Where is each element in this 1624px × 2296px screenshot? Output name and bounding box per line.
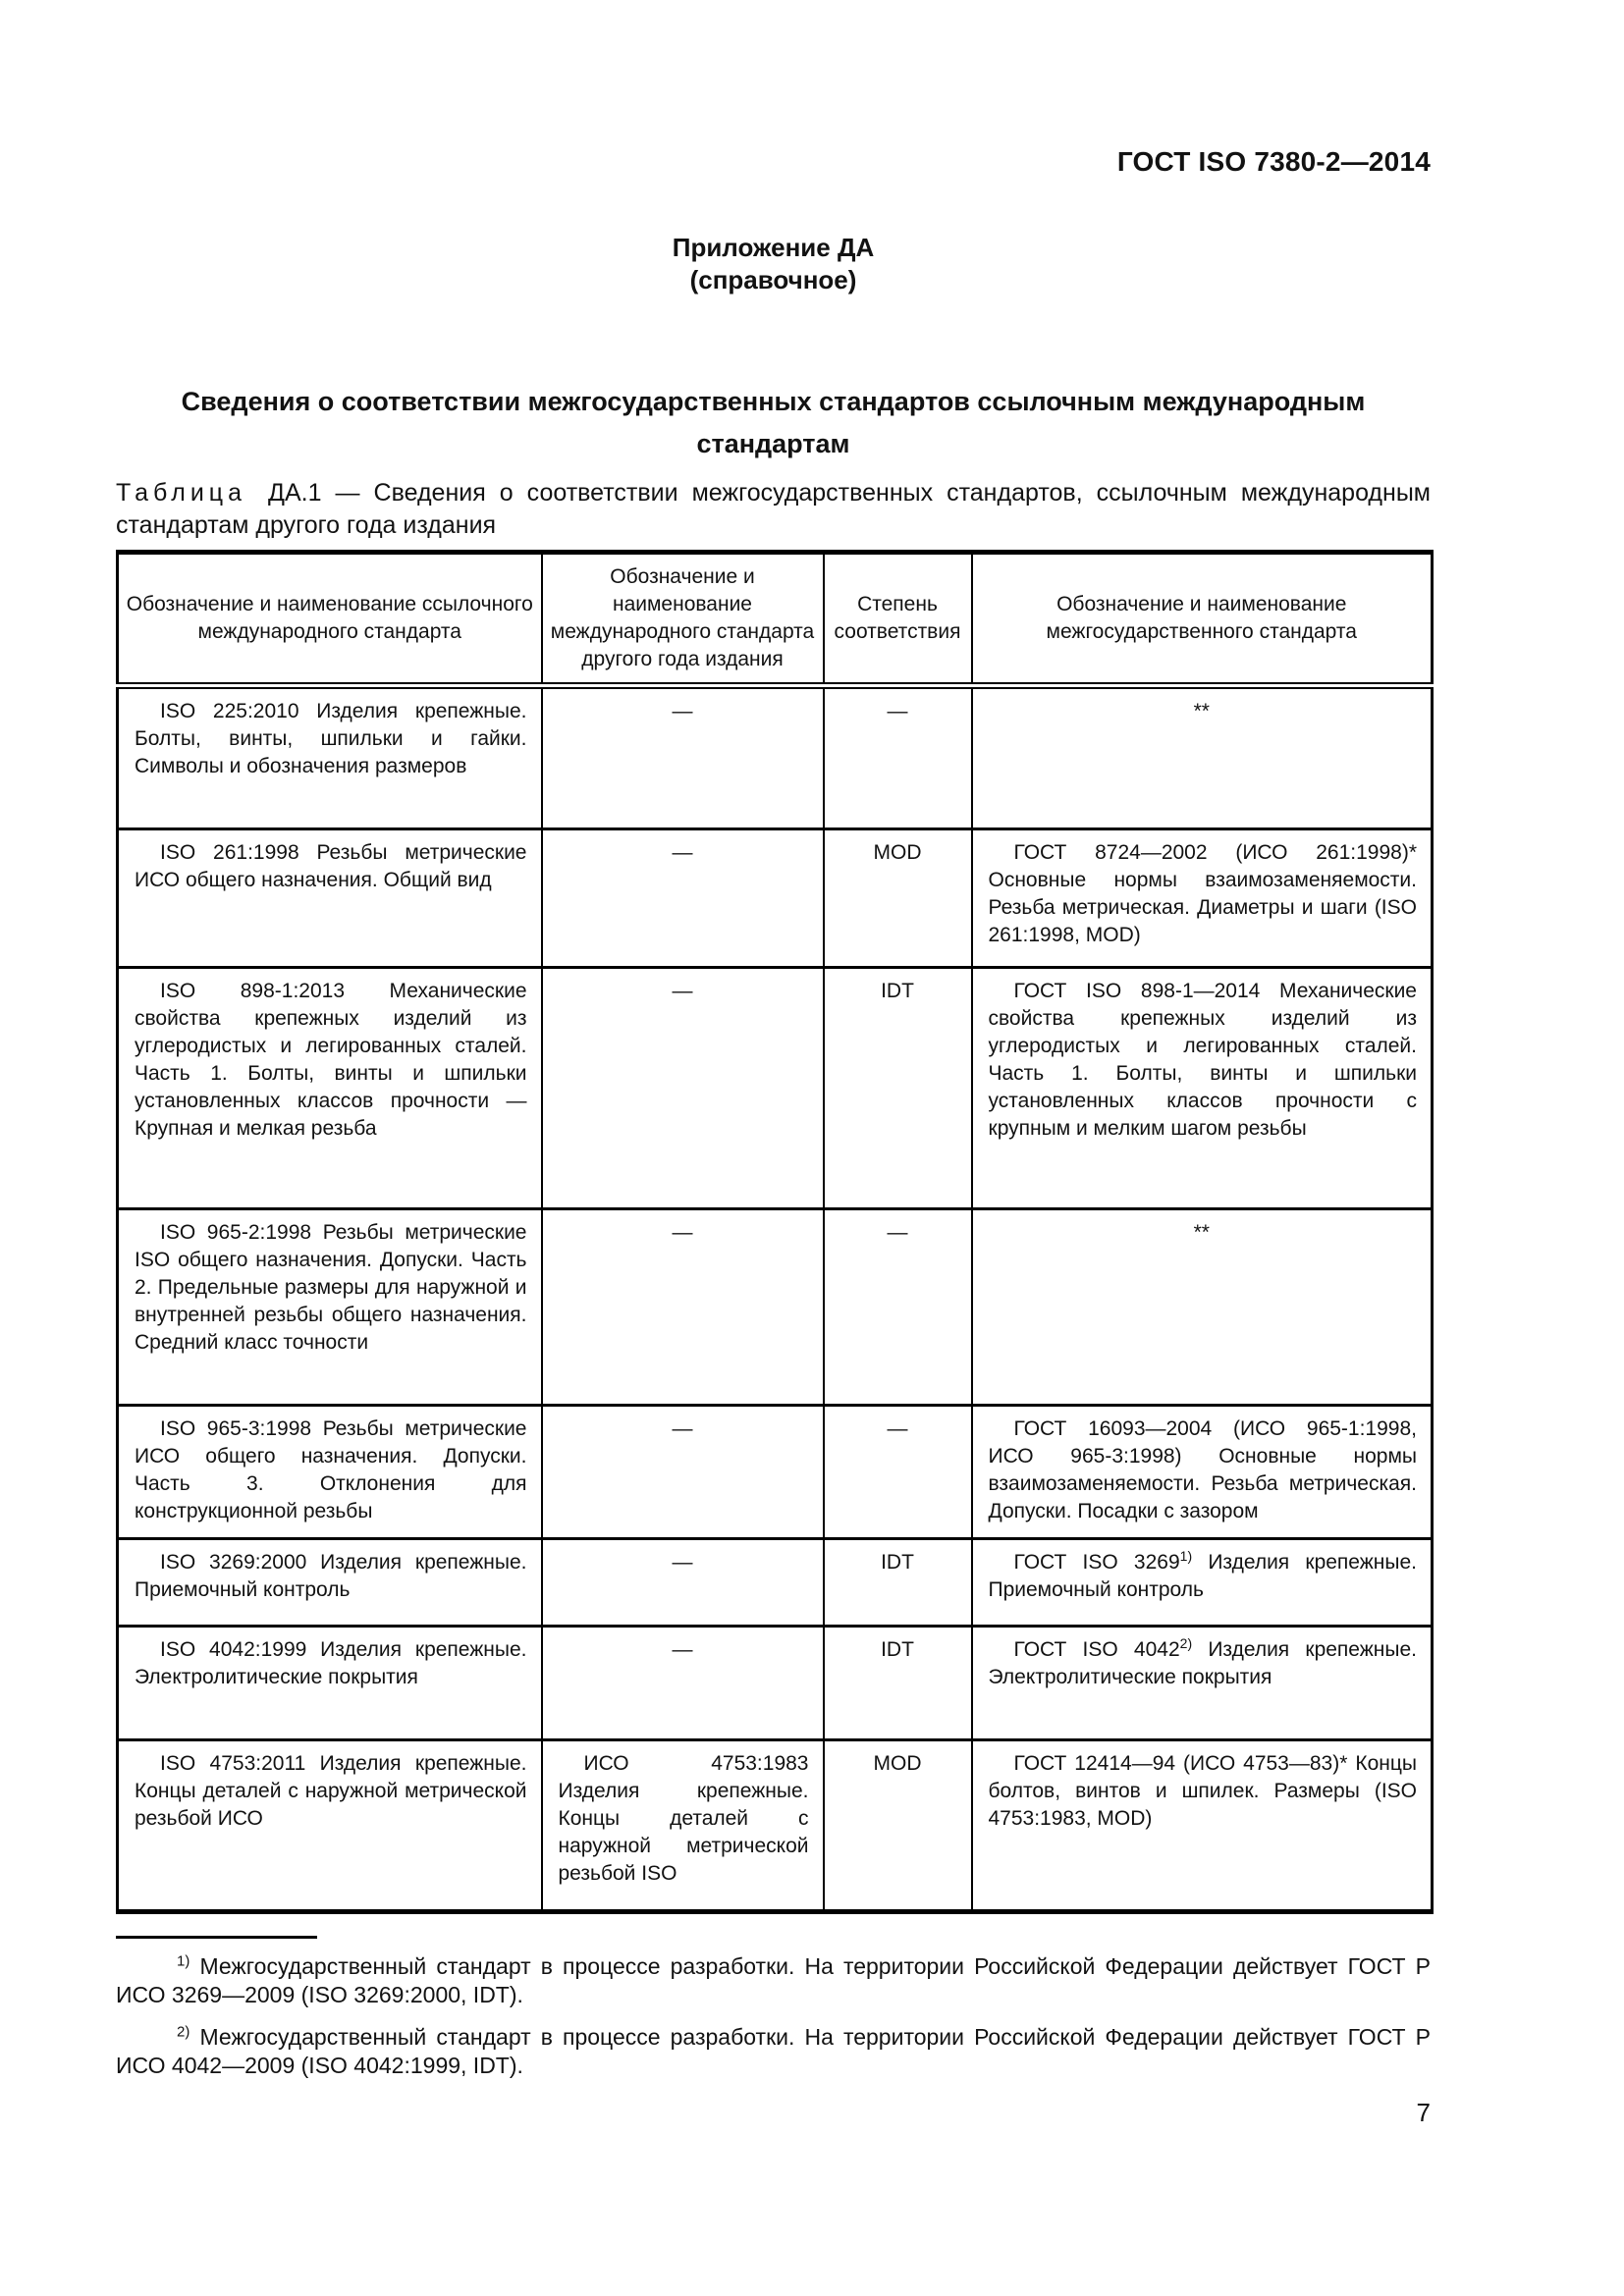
cell-interstate-standard	[972, 1539, 1433, 1627]
cell-other-edition: —	[542, 1627, 824, 1740]
cell-degree: IDT	[824, 1627, 972, 1740]
table-row	[118, 1209, 1433, 1406]
table-row	[118, 968, 1433, 1209]
footnote-rule	[116, 1936, 317, 1939]
page-number: 7	[1416, 2098, 1431, 2127]
cell-other-edition: —	[542, 686, 824, 829]
doc-number: ГОСТ ISO 7380-2—2014	[1116, 146, 1431, 177]
cell-interstate-standard	[972, 1627, 1433, 1740]
col-header-reference-standard: Обозначение и наименование ссылочного международного стандарта	[118, 553, 542, 686]
cell-degree: —	[824, 1209, 972, 1406]
table-row	[118, 1406, 1433, 1539]
cell-reference-standard: ISO 225:2010 Изделия крепежные. Болты, винты, шпильки и гайки. Символы и обозначения размеров	[118, 686, 542, 829]
cell-other-edition: —	[542, 1406, 824, 1539]
cell-text: Изделия крепежные. Электролитические покрытия	[988, 1638, 1418, 1688]
cell-degree: MOD	[824, 829, 972, 968]
table-row	[118, 1539, 1433, 1627]
cell-text: **	[1193, 700, 1210, 722]
cell-interstate-standard	[972, 968, 1433, 1209]
footnote-marker-sup: 2)	[1179, 1635, 1193, 1651]
section-title: Сведения о соответствии межгосударственных стандартов ссылочным международным стандартам	[181, 387, 1366, 458]
cell-interstate-standard	[972, 686, 1433, 829]
cell-text: ГОСТ 16093—2004 (ИСО 965-1:1998, ИСО 965-3:1998) Основные нормы взаимозаменяемости. Резьба метрическая. Допуски. Посадки с зазором	[988, 1417, 1417, 1522]
cell-text: Изделия крепежные. Приемочный контроль	[988, 1551, 1418, 1601]
cell-text: ГОСТ ISO 3269	[1013, 1551, 1180, 1574]
footnote-1-marker: 1)	[177, 1952, 190, 1970]
cell-text: ГОСТ 8724—2002 (ИСО 261:1998)* Основные нормы взаимозаменяемости. Резьба метрическая. Диаметры и шаги (ISO 261:1998, MOD)	[988, 841, 1417, 946]
cell-interstate-standard	[972, 1740, 1433, 1912]
footnote-1	[116, 1952, 1431, 2009]
cell-other-edition: ИСО 4753:1983 Изделия крепежные. Концы деталей с наружной метрической резьбой ISO	[542, 1740, 824, 1912]
cell-reference-standard: ISO 898-1:2013 Механические свойства крепежных изделий из углеродистых и легированных сталей. Часть 1. Болты, винты и шпильки установленных классов прочности — Крупная и мелкая резьба	[118, 968, 542, 1209]
cell-degree: IDT	[824, 1539, 972, 1627]
table-caption-text: — Сведения о соответствии межгосударственных стандартов, ссылочным международным стандартам другого года издания	[116, 479, 1431, 539]
col-header-degree: Степень соответствия	[824, 553, 972, 686]
table-row	[118, 1740, 1433, 1912]
cell-text: ГОСТ 12414—94 (ИСО 4753—83)* Концы болтов, винтов и шпилек. Размеры (ISO 4753:1983, MOD)	[988, 1752, 1417, 1830]
footnote-marker-sup: 1)	[1179, 1548, 1193, 1564]
cell-other-edition: —	[542, 1209, 824, 1406]
table-header-row	[118, 553, 1433, 686]
cell-reference-standard: ISO 965-2:1998 Резьбы метрические ISO общего назначения. Допуски. Часть 2. Предельные размеры для наружной и внутренней резьбы общего назначения. Средний класс точности	[118, 1209, 542, 1406]
cell-other-edition: —	[542, 1539, 824, 1627]
table-row	[118, 1627, 1433, 1740]
appendix-subtitle: (справочное)	[689, 265, 857, 294]
correspondence-table	[116, 550, 1434, 1914]
table-caption	[116, 477, 1431, 542]
cell-other-edition: —	[542, 968, 824, 1209]
cell-other-edition: —	[542, 829, 824, 968]
cell-reference-standard: ISO 4753:2011 Изделия крепежные. Концы деталей с наружной метрической резьбой ИСО	[118, 1740, 542, 1912]
cell-reference-standard: ISO 3269:2000 Изделия крепежные. Приемочный контроль	[118, 1539, 542, 1627]
cell-text: **	[1193, 1221, 1210, 1244]
cell-degree: —	[824, 686, 972, 829]
cell-degree: —	[824, 1406, 972, 1539]
footnote-2-text: Межгосударственный стандарт в процессе разработки. На территории Российской Федерации действует ГОСТ Р ИСО 4042—2009 (ISO 4042:1999, IDT).	[116, 2024, 1432, 2078]
footnote-1-text: Межгосударственный стандарт в процессе разработки. На территории Российской Федерации действует ГОСТ Р ИСО 3269—2009 (ISO 3269:2000, IDT).	[116, 1953, 1432, 2007]
footnote-2-marker: 2)	[177, 2023, 190, 2041]
cell-text: ГОСТ ISO 898-1—2014 Механические свойства крепежных изделий из углеродистых и легированных сталей. Часть 1. Болты, винты и шпильки установленных классов прочности с крупным и мелким шагом резьбы	[988, 980, 1417, 1140]
appendix-title: Приложение ДА	[672, 233, 875, 262]
table-caption-ref: ДА.1	[268, 479, 322, 507]
cell-degree: MOD	[824, 1740, 972, 1912]
appendix-heading	[116, 232, 1431, 296]
col-header-interstate-standard: Обозначение и наименование межгосударственного стандарта	[972, 553, 1433, 686]
cell-reference-standard: ISO 261:1998 Резьбы метрические ИСО общего назначения. Общий вид	[118, 829, 542, 968]
col-header-other-edition: Обозначение и наименование международного стандарта другого года издания	[542, 553, 824, 686]
footnote-2	[116, 2023, 1431, 2080]
table-row	[118, 686, 1433, 829]
cell-interstate-standard	[972, 829, 1433, 968]
cell-degree: IDT	[824, 968, 972, 1209]
cell-interstate-standard	[972, 1406, 1433, 1539]
table-row	[118, 829, 1433, 968]
table-caption-label: Таблица	[116, 479, 247, 507]
cell-reference-standard: ISO 4042:1999 Изделия крепежные. Электролитические покрытия	[118, 1627, 542, 1740]
cell-text: ГОСТ ISO 4042	[1013, 1638, 1180, 1661]
cell-reference-standard: ISO 965-3:1998 Резьбы метрические ИСО общего назначения. Допуски. Часть 3. Отклонения для конструкционной резьбы	[118, 1406, 542, 1539]
cell-interstate-standard	[972, 1209, 1433, 1406]
